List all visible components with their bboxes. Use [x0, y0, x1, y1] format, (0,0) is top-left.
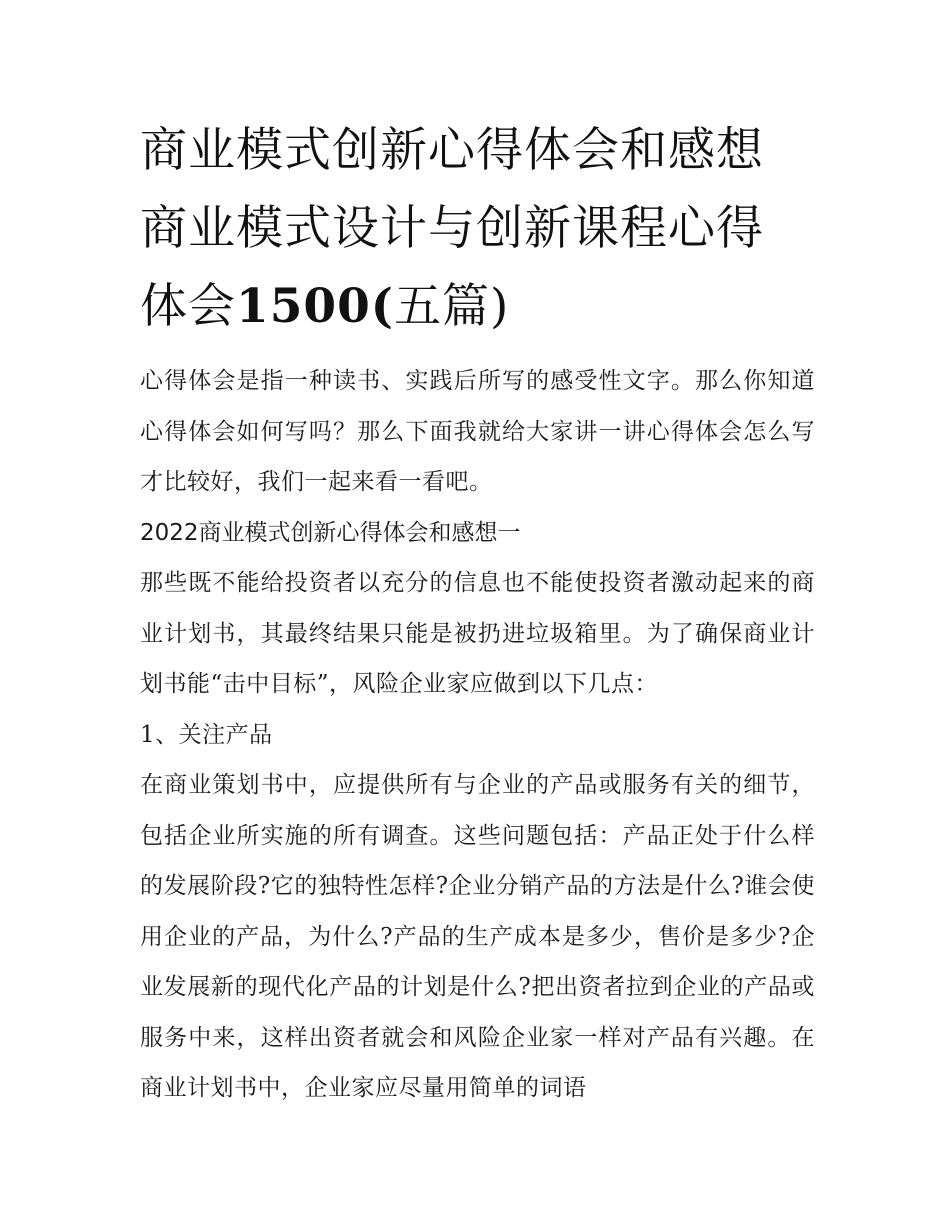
body-paragraph-1: 那些既不能给投资者以充分的信息也不能使投资者激动起来的商业计划书，其最终结果只能是被扔进垃圾箱里。为了确保商业计划书能“击中目标”，风险企业家应做到以下几点：	[140, 570, 815, 697]
intro-paragraph: 心得体会是指一种读书、实践后所写的感受性文字。那么你知道心得体会如何写吗？那么下面我就给大家讲一讲心得体会怎么写才比较好，我们一起来看一看吧。	[140, 368, 815, 495]
document-page	[140, 112, 815, 1114]
document-title	[140, 112, 815, 346]
title-line-1: 商业模式创新心得体会和感想	[140, 123, 764, 178]
title-line-3	[140, 268, 815, 346]
body-paragraph-2: 在商业策划书中，应提供所有与企业的产品或服务有关的细节，包括企业所实施的所有调查。这些问题包括：产品正处于什么样的发展阶段?它的独特性怎样?企业分销产品的方法是什么?谁会使用企业的产品，为什么?产品的生产成本是多少，售价是多少?企业发展新的现代化产品的计划是什么?把出资者拉到企业的产品或服务中来，这样出资者就会和风险企业家一样对产品有兴趣。在商业计划书中，企业家应尽量用简单的词语	[140, 772, 815, 1101]
title-line-3-suffix: 五篇)	[394, 279, 510, 334]
title-line-2: 商业模式设计与创新课程心得	[140, 201, 764, 256]
title-line-3-prefix: 体会	[140, 279, 236, 334]
point-heading-1: 1、关注产品	[140, 721, 273, 748]
section-heading: 2022商业模式创新心得体会和感想一	[140, 519, 521, 546]
title-line-3-number: 1500(	[236, 279, 395, 334]
